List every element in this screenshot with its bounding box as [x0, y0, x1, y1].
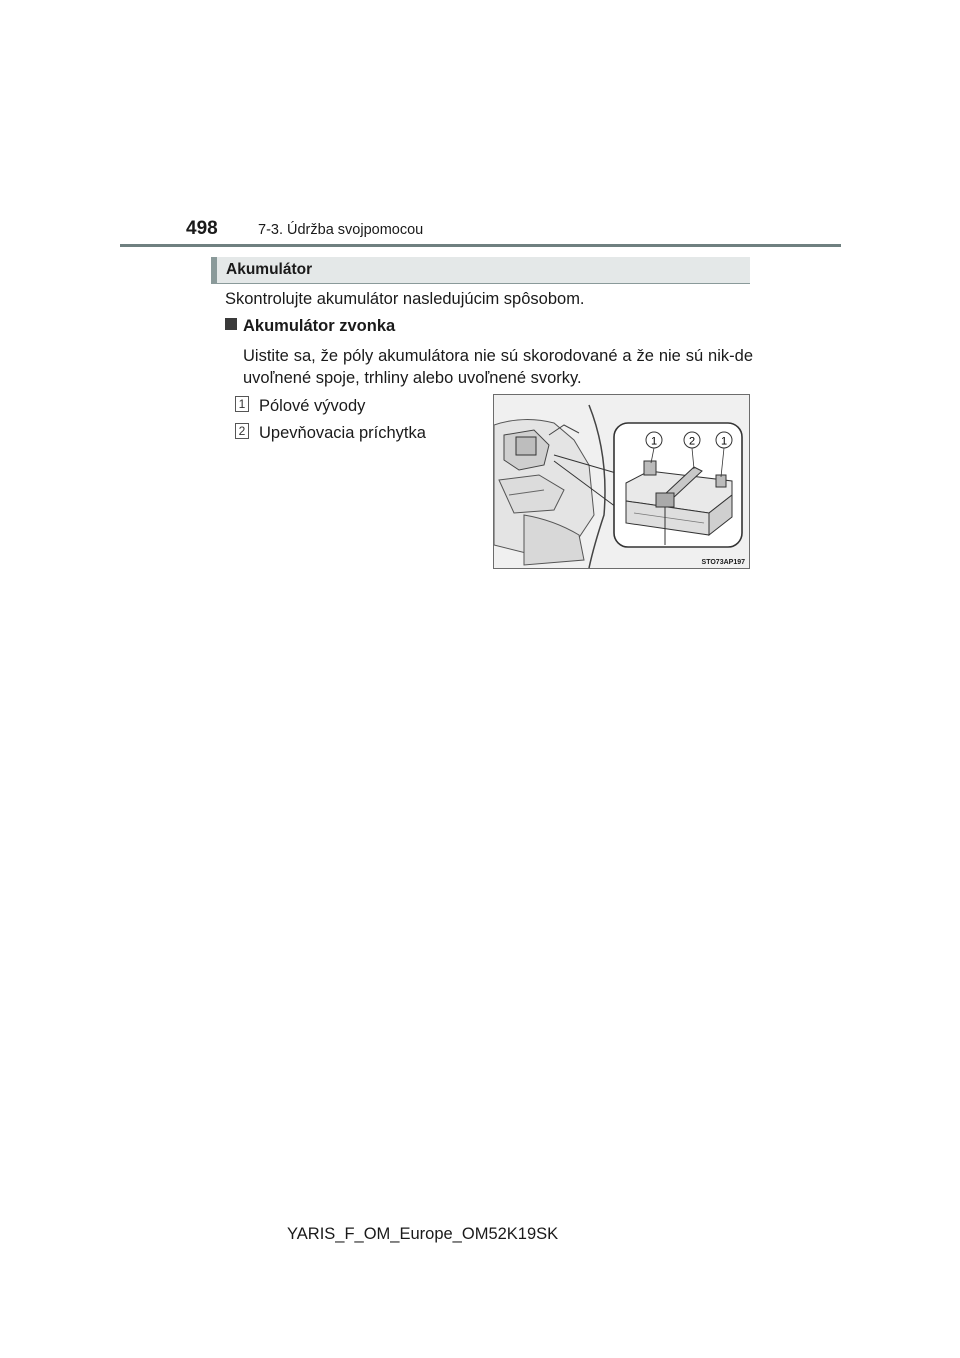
callout-1-left: 1: [650, 435, 658, 448]
chapter-title: 7-3. Údržba svojpomocou: [258, 222, 424, 238]
legend-number-2: 2: [235, 423, 249, 439]
figure-code: STO73AP197: [701, 559, 745, 566]
legend-label-2: Upevňovacia príchytka: [259, 424, 426, 442]
callout-2: 2: [688, 435, 696, 448]
page-number: 498: [186, 218, 218, 239]
section-title: Akumulátor: [226, 261, 313, 278]
legend-label-1: Pólové vývody: [259, 397, 366, 415]
battery-illustration: [493, 394, 750, 569]
callout-1-right: 1: [720, 435, 728, 448]
engine-bay-drawing: [494, 395, 749, 568]
intro-text: Skontrolujte akumulátor nasledujúcim spôsobom.: [225, 290, 585, 308]
section-heading-bar: [211, 257, 750, 284]
legend-number-1: 1: [235, 396, 249, 412]
document-id: YARIS_F_OM_Europe_OM52K19SK: [287, 1225, 559, 1243]
bullet-square-icon: [225, 318, 237, 330]
subsection-title: Akumulátor zvonka: [243, 317, 396, 335]
header-divider: [120, 244, 841, 247]
instruction-paragraph: Uistite sa, že póly akumulátora nie sú skorodované a že nie sú nik-de uvoľnené spoje, trhliny alebo uvoľnené svorky.: [243, 347, 753, 387]
